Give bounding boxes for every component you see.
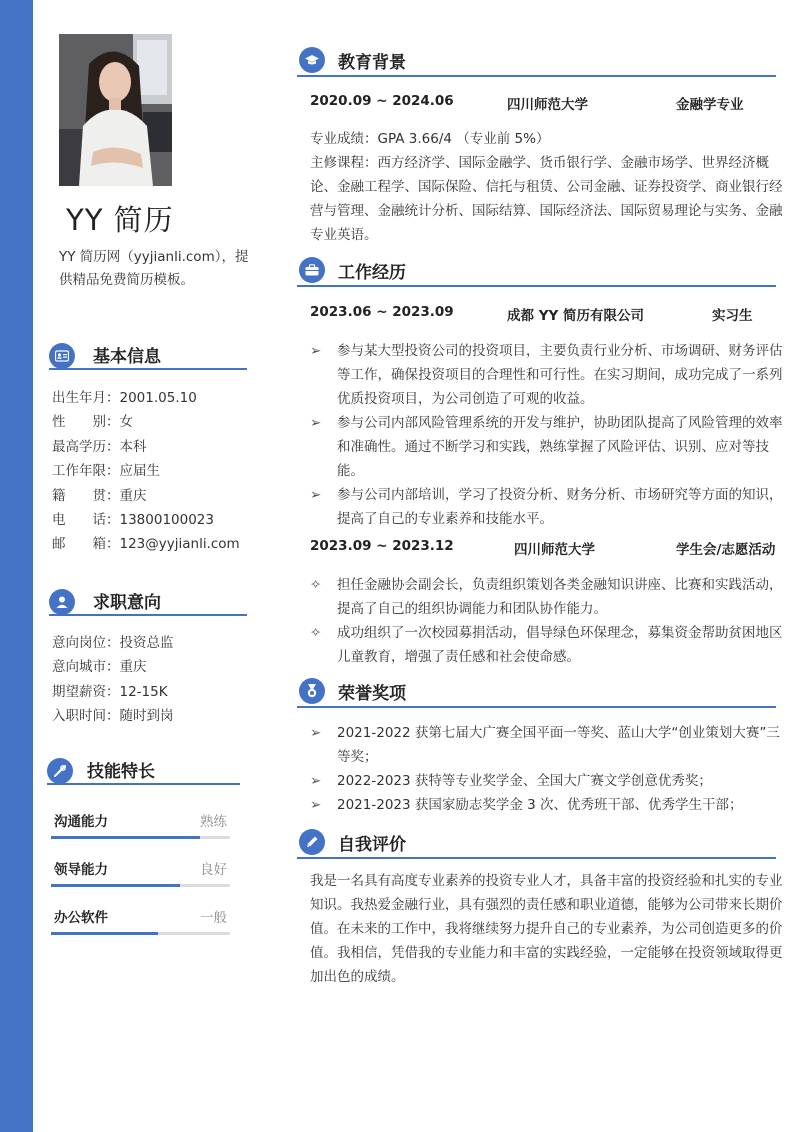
work-org: 成都 YY 简历有限公司: [507, 308, 644, 324]
info-value: 应届生: [119, 463, 160, 480]
intent-row: [52, 680, 262, 704]
work-title: 工作经历: [338, 263, 406, 283]
basic-info-row: [52, 484, 262, 508]
info-value: 本科: [119, 438, 147, 455]
bullet-text: 参与公司内部培训，学习了投资分析、财务分析、市场研究等方面的知识，提高了自己的专业素养和技能水平。: [337, 487, 783, 527]
job-intent-header: [49, 586, 247, 616]
basic-info-list: [52, 386, 262, 557]
honor-text: 2021-2023 获国家励志奖学金 3 次、优秀班干部、优秀学生干部；: [337, 797, 743, 813]
skill-level: 一般: [200, 910, 227, 926]
skill-bar-fill: [51, 884, 180, 887]
info-value: 投资总监: [119, 635, 174, 651]
self-eval-title: 自我评价: [338, 835, 406, 855]
briefcase-icon: [299, 257, 325, 283]
skill-level: 良好: [200, 862, 227, 878]
honors-header: [297, 676, 776, 708]
self-eval-header: [297, 827, 776, 859]
info-value: 随时到岗: [119, 708, 174, 725]
intent-row: [52, 704, 262, 728]
work-bullets-1: [310, 339, 786, 531]
basic-info-row: [52, 386, 262, 410]
self-eval-text: 我是一名具有高度专业素养的投资专业人才，具备丰富的投资经验和扎实的专业知识。我热爱金融行业，具有强烈的责任感和职业道德，能够为公司带来长期价值。在未来的工作中，我将继续努力提升自己的专业素养，为公司创造更多的价值。我相信，凭借我的专业能力和丰富的实践经验，一定能够在投资领域取得更加出色的成绩。: [310, 873, 783, 985]
info-label: 邮 箱：: [52, 536, 120, 553]
bullet-text: 参与公司内部风险管理系统的开发与维护，协助团队提高了风险管理的效率和准确性。通过不断学习和实践，熟练掌握了风险评估、识别、应对等技能。: [337, 415, 783, 479]
work-header: [297, 255, 776, 287]
basic-info-row: [52, 532, 262, 556]
education-title: 教育背景: [338, 53, 406, 73]
basic-info-title: 基本信息: [93, 347, 161, 367]
tagline: YY 简历网（yyjianli.com），提供精品免费简历模板。: [59, 249, 249, 288]
skills-title: 技能特长: [87, 762, 155, 782]
bullet-text: 成功组织了一次校园募捐活动，倡导绿色环保理念，募集资金帮助贫困地区儿童教育，增强了责任感和社会使命感。: [337, 625, 783, 665]
info-value: 重庆: [119, 487, 147, 504]
education-period: 2020.09 ~ 2024.06: [310, 93, 454, 109]
medal-icon: [299, 678, 325, 704]
honor-text: 2021-2022 获第七届大广赛全国平面一等奖、蓝山大学“创业策划大赛”三等奖；: [337, 725, 780, 765]
info-label: 籍 贯：: [52, 487, 120, 504]
skill-name: 办公软件: [54, 910, 108, 926]
info-label: 工作年限：: [52, 463, 120, 480]
intent-row: [52, 655, 262, 679]
profile-photo: [59, 34, 172, 186]
info-value: 2001.05.10: [119, 390, 197, 406]
work-role: 学生会/志愿活动: [676, 542, 776, 558]
info-value: 12-15K: [119, 683, 168, 700]
info-value: 重庆: [119, 659, 147, 676]
list-item: [310, 793, 786, 817]
skill-name: 沟通能力: [54, 814, 108, 830]
list-item: [310, 621, 786, 669]
info-label: 期望薪资：: [52, 683, 120, 700]
education-major: 金融学专业: [676, 97, 744, 113]
honors-list: [310, 721, 786, 817]
work-period: 2023.06 ~ 2023.09: [310, 304, 454, 320]
work-row-2: [310, 538, 780, 560]
pencil-icon: [299, 829, 325, 855]
honors-title: 荣誉奖项: [338, 684, 406, 704]
basic-info-row: [52, 435, 262, 459]
user-icon: [49, 589, 75, 615]
education-details: 专业成绩：GPA 3.66/4 （专业前 5%） 主修课程：西方经济学、国际金融学、货币银行学、金融市场学、世界经济概论、金融工程学、国际保险、信托与租赁、公司金融、证券投资学、商业银行经营与管理、金融统计分析、国际结算、国际经济法、国际贸易理论与实务、金融专业英语。: [310, 131, 783, 243]
job-intent-list: [52, 631, 262, 729]
info-label: 意向城市：: [52, 659, 120, 676]
skill-bar: [51, 836, 230, 839]
arrow-icon: ➢: [310, 487, 322, 503]
skill-bar-fill: [51, 932, 158, 935]
skill-name: 领导能力: [54, 862, 108, 878]
left-accent-bar: [0, 0, 33, 1132]
skill-level: 熟练: [200, 814, 227, 830]
info-value: 13800100023: [119, 511, 214, 528]
education-row: [310, 93, 780, 115]
education-header: [297, 45, 776, 77]
info-label: 出生年月：: [52, 390, 120, 406]
intent-row: [52, 631, 262, 655]
skill-bar-fill: [51, 836, 200, 839]
info-label: 电 话：: [52, 511, 120, 528]
info-label: 意向岗位：: [52, 635, 120, 651]
job-intent-title: 求职意向: [93, 593, 161, 613]
work-row-1: [310, 304, 780, 326]
list-item: [310, 483, 786, 531]
sparkle-icon: ✧: [310, 625, 322, 641]
info-label: 最高学历：: [52, 438, 120, 455]
work-period: 2023.09 ~ 2023.12: [310, 538, 454, 554]
sparkle-icon: ✧: [310, 577, 322, 593]
work-org: 四川师范大学: [514, 542, 595, 558]
list-item: [310, 339, 786, 411]
basic-info-header: [49, 340, 247, 370]
info-label: 入职时间：: [52, 708, 120, 725]
skill-item: [51, 810, 230, 858]
education-school: 四川师范大学: [507, 97, 588, 113]
list-item: [310, 721, 786, 769]
basic-info-row: [52, 459, 262, 483]
skill-item: [51, 906, 230, 954]
arrow-icon: ➢: [310, 725, 322, 741]
info-label: 性 别：: [52, 414, 120, 431]
list-item: [310, 769, 786, 793]
arrow-icon: ➢: [310, 797, 322, 813]
list-item: [310, 573, 786, 621]
id-card-icon: [49, 343, 75, 369]
work-role: 实习生: [712, 308, 753, 324]
arrow-icon: ➢: [310, 773, 322, 789]
basic-info-row: [52, 410, 262, 434]
skills-header: [47, 755, 240, 785]
arrow-icon: ➢: [310, 343, 322, 359]
honor-text: 2022-2023 获特等专业奖学金、全国大广赛文学创意优秀奖；: [337, 773, 712, 789]
skill-bar: [51, 884, 230, 887]
basic-info-row: [52, 508, 262, 532]
work-bullets-2: [310, 573, 786, 669]
info-value: 123@yyjianli.com: [119, 536, 240, 553]
info-value: 女: [119, 414, 133, 431]
candidate-name: YY 简历: [66, 203, 174, 237]
arrow-icon: ➢: [310, 415, 322, 431]
skill-bar: [51, 932, 230, 935]
skill-item: [51, 858, 230, 906]
graduation-cap-icon: [299, 47, 325, 73]
tools-icon: [47, 758, 73, 784]
bullet-text: 担任金融协会副会长，负责组织策划各类金融知识讲座、比赛和实践活动，提高了自己的组织协调能力和团队协作能力。: [337, 577, 783, 617]
list-item: [310, 411, 786, 483]
bullet-text: 参与某大型投资公司的投资项目，主要负责行业分析、市场调研、财务评估等工作，确保投资项目的合理性和可行性。在实习期间，成功完成了一系列优质投资项目，为公司创造了可观的收益。: [337, 343, 783, 407]
